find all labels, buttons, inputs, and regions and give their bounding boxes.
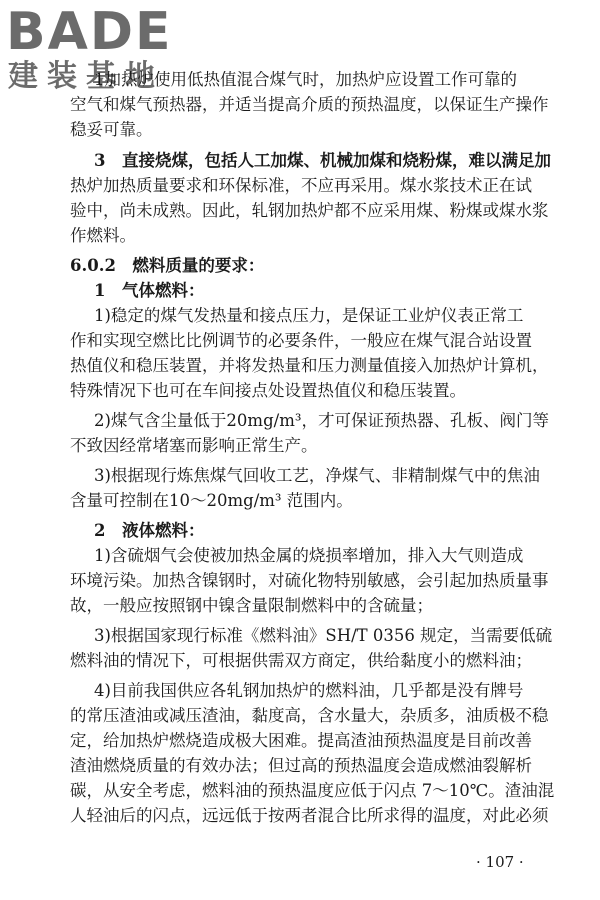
subsection-heading: 2 液体燃料： — [94, 521, 205, 540]
text-line: 渣油燃烧质量的有效办法；但过高的预热温度会造成燃油裂解析 — [70, 756, 532, 775]
text-line: 的常压渣油或减压渣油，黏度高，含水量大，杂质多，油质极不稳 — [70, 706, 549, 725]
text-line: 空气和煤气预热器，并适当提高介质的预热温度，以保证生产操作 — [70, 95, 549, 114]
text-line: 3 直接烧煤，包括人工加煤、机械加煤和烧粉煤，难以满足加 — [94, 151, 551, 170]
text-line: 碳，从安全考虑，燃料油的预热温度应低于闪点 7～10℃。渣油混 — [70, 781, 555, 800]
text-line: 含量可控制在10～20mg/m³ 范围内。 — [70, 491, 353, 510]
text-line: 不致因经常堵塞而影响正常生产。 — [70, 436, 318, 455]
text-line: 稳妥可靠。 — [70, 120, 153, 139]
logo-brand: BADE — [6, 2, 173, 62]
text-line: 定，给加热炉燃烧造成极大困难。提高渣油预热温度是目前改善 — [70, 731, 532, 750]
section-heading: 6.0.2 燃料质量的要求： — [70, 256, 265, 275]
text-line: 人轻油后的闪点，远远低于按两者混合比所求得的温度，对此必须 — [70, 806, 549, 825]
text-line: 1)稳定的煤气发热量和接点压力，是保证工业炉仪表正常工 — [94, 306, 524, 325]
text-line: 1)含硫烟气会使被加热金属的烧损率增加，排入大气则造成 — [94, 546, 524, 565]
text-line: 故，一般应按照钢中镍含量限制燃料中的含硫量； — [70, 596, 433, 615]
text-line: 作和实现空燃比比例调节的必要条件，一般应在煤气混合站设置 — [70, 331, 532, 350]
text-line: 热值仪和稳压装置，并将发热量和压力测量值接入加热炉计算机， — [70, 356, 549, 375]
text-line: 环境污染。加热含镍钢时，对硫化物特别敏感，会引起加热质量事 — [70, 571, 549, 590]
text-line: 4)目前我国供应各轧钢加热炉的燃料油，几乎都是没有牌号 — [94, 681, 524, 700]
text-line: 燃料油的情况下，可根据供需双方商定，供给黏度小的燃料油； — [70, 651, 532, 670]
text-line: 1加热炉使用低热值混合煤气时，加热炉应设置工作可靠的 — [94, 70, 517, 89]
text-line: 热炉加热质量要求和环保标准，不应再采用。煤水浆技术正在试 — [70, 176, 532, 195]
subsection-heading: 1 气体燃料： — [94, 281, 205, 300]
text-line: 3)根据国家现行标准《燃料油》SH/T 0356 规定，当需要低硫 — [94, 626, 553, 645]
text-line: 作燃料。 — [70, 226, 136, 245]
text-line: 验中，尚未成熟。因此，轧钢加热炉都不应采用煤、粉煤或煤水浆 — [70, 201, 549, 220]
text-line: 3)根据现行炼焦煤气回收工艺，净煤气、非精制煤气中的焦油 — [94, 466, 540, 485]
logo-subtitle: 建装基地 — [8, 59, 164, 94]
text-line: 特殊情况下也可在车间接点处设置热值仪和稳压装置。 — [70, 381, 466, 400]
page-number: · 107 · — [476, 853, 524, 871]
text-line: 2)煤气含尘量低于20mg/m³，才可保证预热器、孔板、阀门等 — [94, 411, 549, 430]
